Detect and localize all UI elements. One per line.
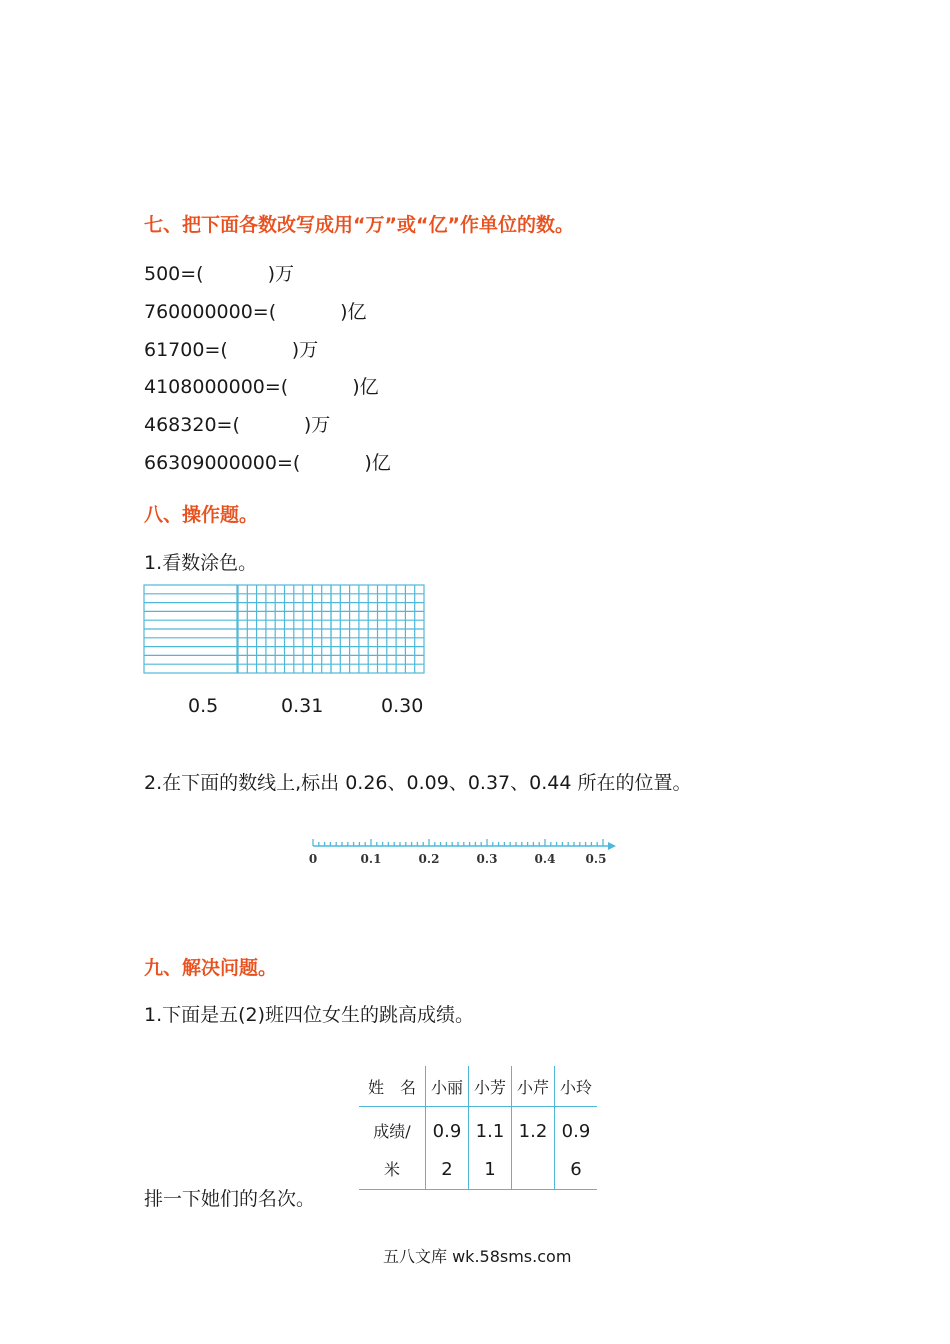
tick-label-1: 0.1: [360, 852, 382, 866]
grid-tenths: [144, 585, 237, 673]
score-cell: [512, 1107, 555, 1190]
conversion-right: )亿: [352, 376, 379, 398]
number-line-arrow: [608, 842, 616, 850]
conversion-right: )万: [303, 414, 331, 436]
name-cell: 小芹: [512, 1066, 555, 1107]
question-9-1-followup: 排一下她们的名次。: [144, 1188, 316, 1210]
conversion-right: )亿: [364, 452, 391, 474]
name-cell: 小芳: [469, 1066, 512, 1107]
question-8-1: 1.看数涂色。: [144, 552, 258, 574]
tick-label-5: 0.5: [585, 852, 607, 866]
conversion-right: )万: [291, 339, 319, 361]
conversion-left: 66309000000=(: [144, 452, 301, 474]
score-header: [359, 1107, 426, 1190]
score-value: 1.2: [518, 1121, 548, 1142]
score-value: 0.92: [432, 1121, 462, 1180]
grid-label-2: 0.31: [281, 695, 324, 717]
tick-label-2: 0.2: [418, 852, 440, 866]
grid-label-3: 0.30: [381, 695, 424, 717]
grid-hundredths-a: [238, 585, 331, 673]
section-7-title: 七、把下面各数改写成用“万”或“亿”作单位的数。: [144, 214, 574, 236]
section-8-title: 八、操作题。: [144, 504, 259, 526]
number-line: [305, 832, 620, 872]
name-cell: 小丽: [426, 1066, 469, 1107]
tick-label-3: 0.3: [476, 852, 498, 866]
conversion-left: 500=(: [144, 263, 204, 285]
footer-watermark: 五八文库 wk.58sms.com: [383, 1247, 572, 1266]
grid-hundredths-b: [331, 585, 424, 673]
conversion-left: 468320=(: [144, 414, 240, 436]
score-cell: [555, 1107, 598, 1190]
conversion-left: 760000000=(: [144, 301, 277, 323]
tick-label-0: 0: [308, 852, 318, 866]
score-header-text: 成绩/米: [373, 1122, 411, 1179]
conversion-right: )万: [267, 263, 295, 285]
conversion-item: [144, 372, 379, 399]
tick-label-4: 0.4: [534, 852, 556, 866]
name-cell: 小玲: [555, 1066, 598, 1107]
conversion-item: [144, 410, 330, 437]
section-9-title: 九、解决问题。: [144, 957, 278, 979]
table-row: [359, 1066, 597, 1107]
conversion-left: 4108000000=(: [144, 376, 289, 398]
conversion-item: [144, 297, 367, 324]
name-header: 姓 名: [359, 1066, 426, 1107]
conversion-item: [144, 448, 391, 475]
conversion-item: [144, 335, 318, 362]
score-cell: [469, 1107, 512, 1190]
conversion-right: )亿: [340, 301, 367, 323]
table-row: [359, 1107, 597, 1190]
coloring-grids: [143, 584, 426, 676]
scores-table: [359, 1066, 597, 1190]
question-8-2: 2.在下面的数线上,标出 0.26、0.09、0.37、0.44 所在的位置。: [144, 772, 692, 794]
grid-label-1: 0.5: [188, 695, 219, 717]
score-value: 0.96: [561, 1121, 591, 1180]
question-9-1: 1.下面是五(2)班四位女生的跳高成绩。: [144, 1004, 475, 1026]
conversion-item: [144, 259, 294, 286]
conversion-left: 61700=(: [144, 339, 228, 361]
score-cell: [426, 1107, 469, 1190]
score-value: 1.11: [475, 1121, 505, 1180]
